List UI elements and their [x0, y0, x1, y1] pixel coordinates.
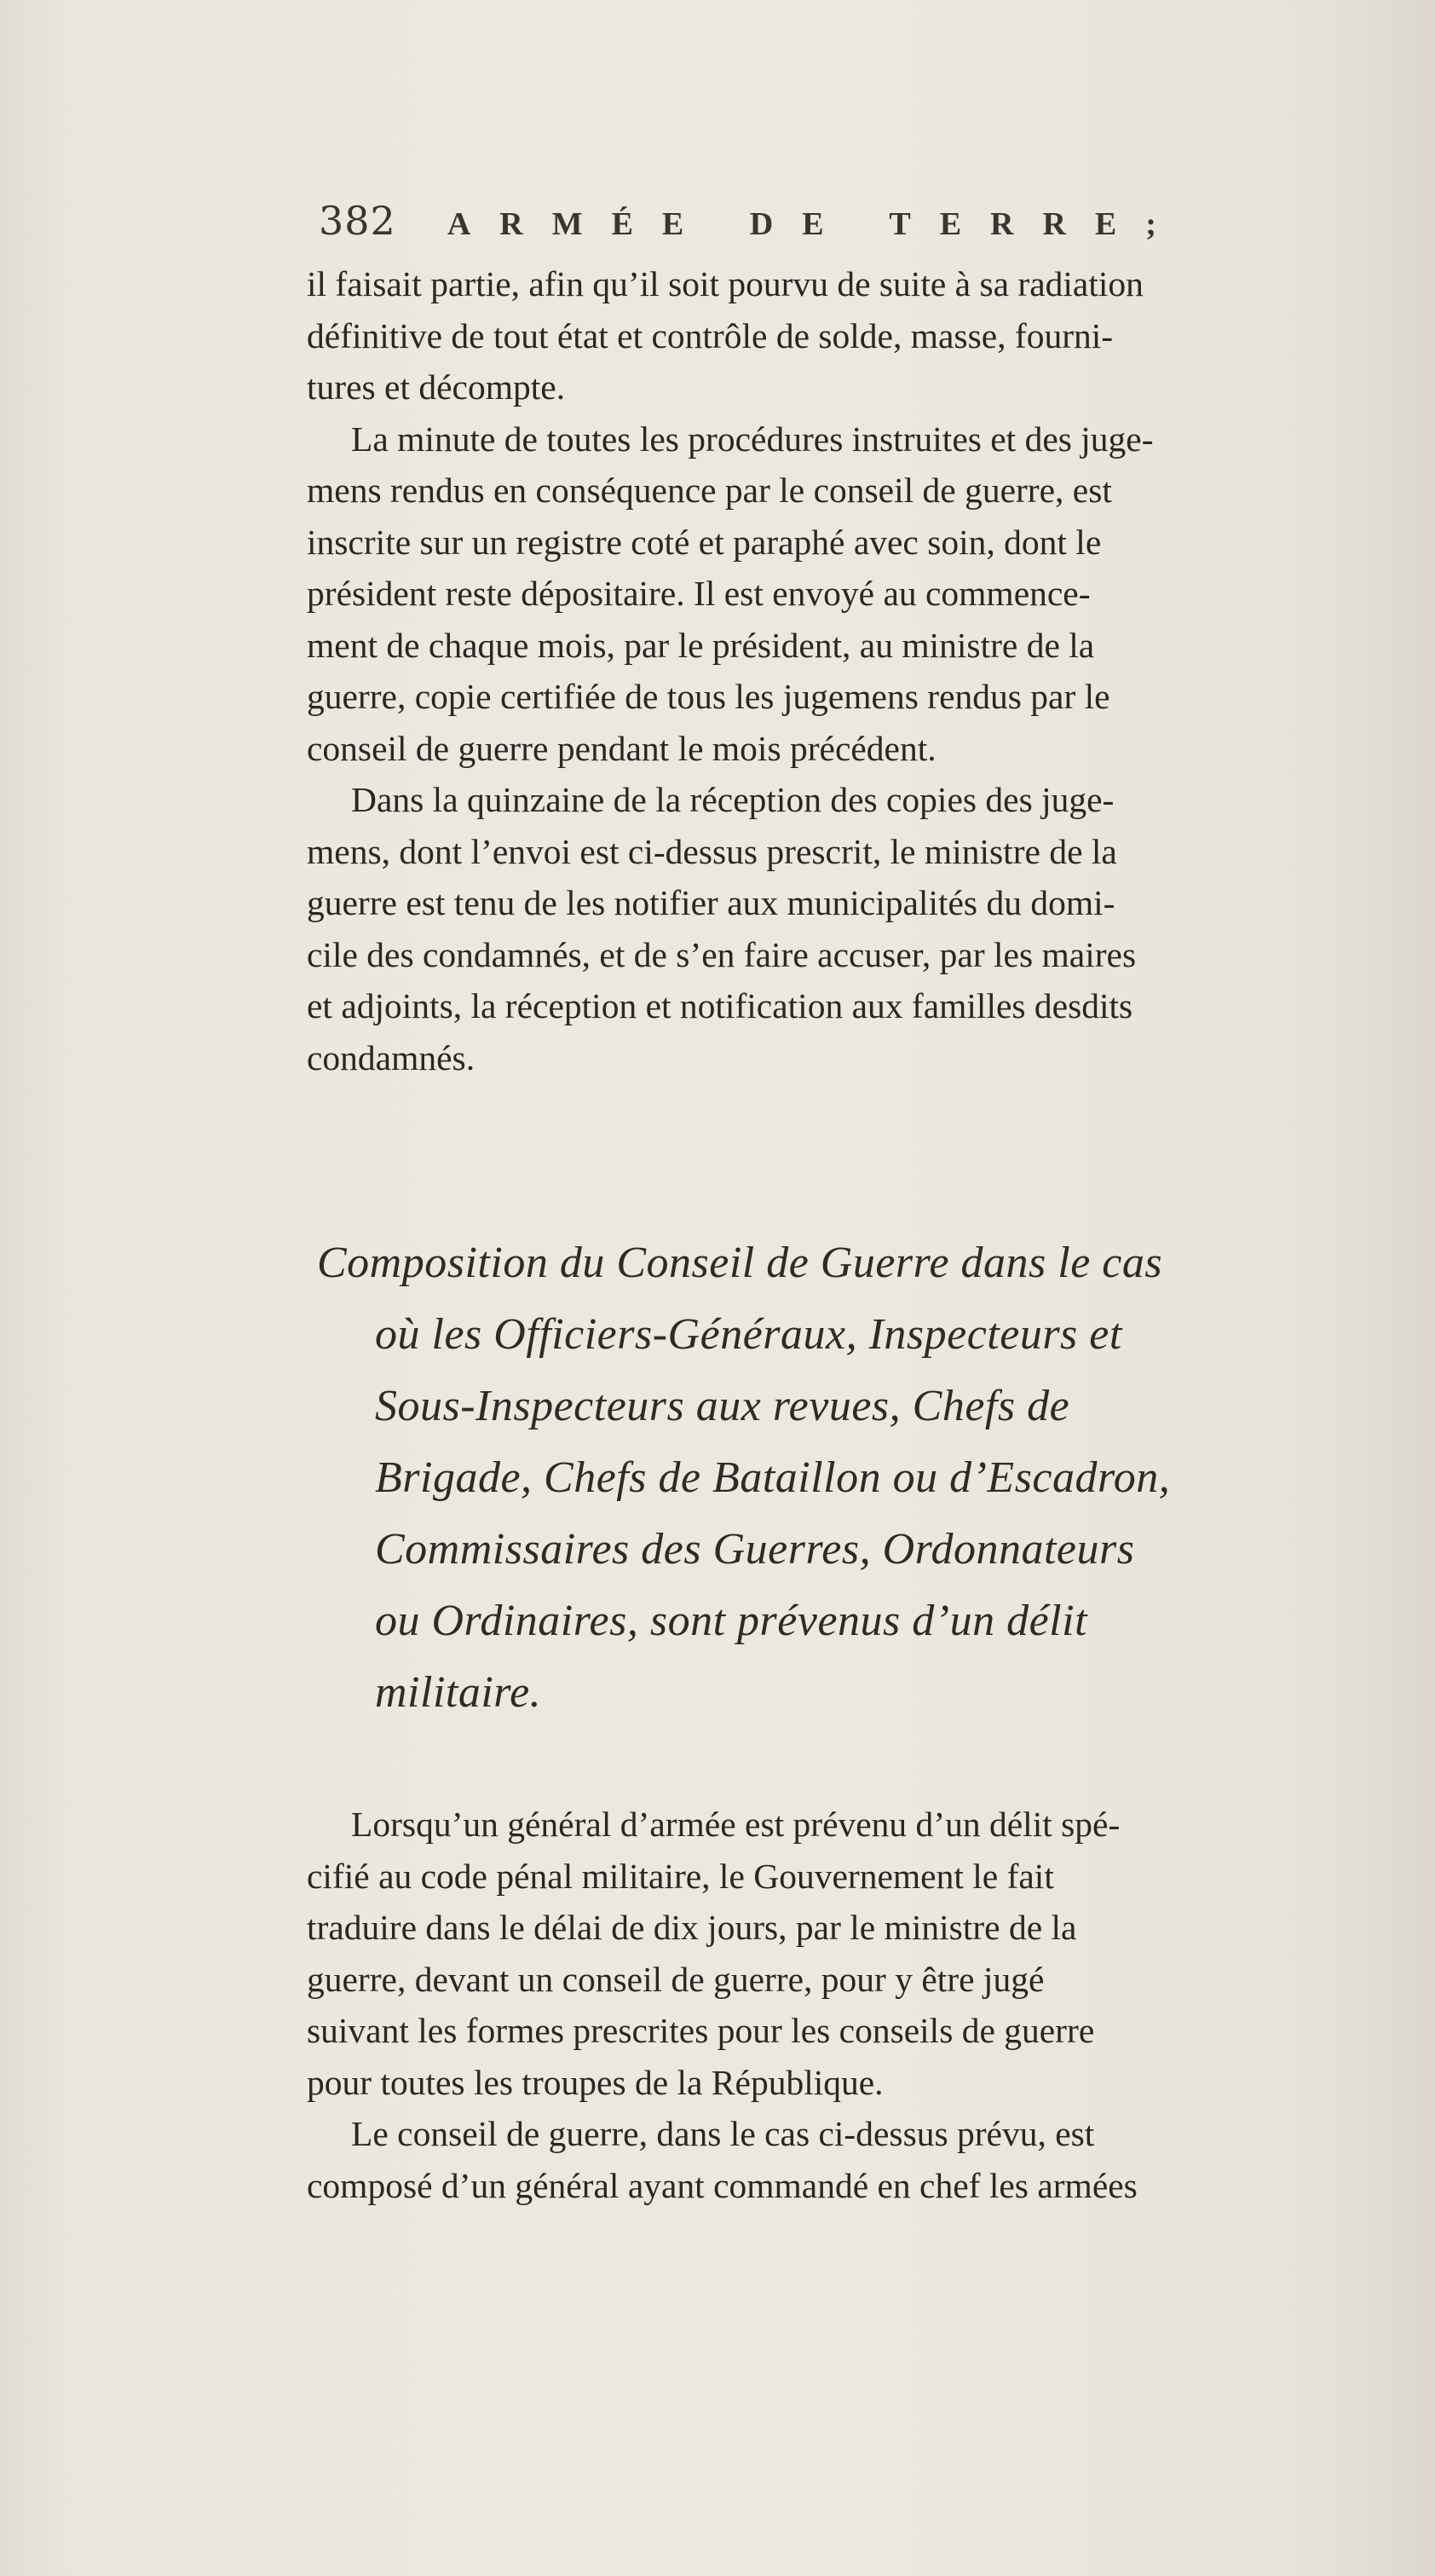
text-line: guerre est tenu de les notifier aux municipalités du domi-	[307, 883, 1115, 922]
body-text-top	[307, 258, 1432, 1083]
text-line: pour toutes les troupes de la République.	[307, 2062, 884, 2102]
heading-line: ou Ordinaires, sont prévenus d’un délit	[375, 1597, 1088, 1645]
text-line: guerre, devant un conseil de guerre, pour y être jugé	[307, 1959, 1045, 1999]
text-line: traduire dans le délai de dix jours, par le ministre de la	[307, 1908, 1077, 1947]
page-number: 382	[319, 198, 396, 244]
text-line: inscrite sur un registre coté et paraphé avec soin, dont le	[307, 522, 1102, 562]
text-line: mens, dont l’envoi est ci-dessus prescrit, le ministre de la	[307, 831, 1117, 871]
text-line: Lorsqu’un général d’armée est prévenu d’un délit spé-	[351, 1805, 1121, 1844]
text-line: ment de chaque mois, par le président, au ministre de la	[307, 625, 1095, 665]
text-line: guerre, copie certifiée de tous les jugemens rendus par le	[307, 677, 1110, 716]
text-line: Le conseil de guerre, dans le cas ci-dessus prévu, est	[351, 2114, 1095, 2153]
section-heading	[317, 1227, 1425, 1729]
text-line: tures et décompte.	[307, 367, 566, 407]
text-line: il faisait partie, afin qu’il soit pourvu de suite à sa radiation	[307, 264, 1144, 303]
text-line: cifié au code pénal militaire, le Gouvernement le fait	[307, 1856, 1054, 1896]
text-line: cile des condamnés, et de s’en faire accuser, par les maires	[307, 934, 1137, 974]
heading-line: Composition du Conseil de Guerre dans le cas	[317, 1239, 1163, 1287]
text-line: conseil de guerre pendant le mois précédent.	[307, 728, 936, 768]
running-title: ARMÉE DE TERRE;	[447, 206, 1185, 242]
text-line: et adjoints, la réception et notification aux familles desdits	[307, 986, 1133, 1025]
running-head	[319, 198, 1333, 257]
heading-line: Sous-Inspecteurs aux revues, Chefs de	[375, 1382, 1070, 1430]
heading-line: où les Officiers-Généraux, Inspecteurs et	[375, 1310, 1122, 1359]
text-line: définitive de tout état et contrôle de solde, masse, fourni-	[307, 315, 1114, 355]
text-line: condamnés.	[307, 1037, 475, 1077]
heading-line: Brigade, Chefs de Bataillon ou d’Escadron,	[375, 1453, 1171, 1502]
text-line: Dans la quinzaine de la réception des copies des juge-	[351, 780, 1115, 819]
text-line: suivant les formes prescrites pour les conseils de guerre	[307, 2011, 1095, 2050]
text-line: composé d’un général ayant commandé en chef les armées	[307, 2165, 1138, 2205]
heading-line: militaire.	[375, 1668, 542, 1717]
text-line: président reste dépositaire. Il est envoyé au commence-	[307, 574, 1091, 613]
text-line: mens rendus en conséquence par le conseil de guerre, est	[307, 471, 1112, 510]
body-text-bottom	[307, 1799, 1432, 2211]
text-line: La minute de toutes les procédures instruites et des juge-	[351, 419, 1154, 459]
heading-line: Commissaires des Guerres, Ordonnateurs	[375, 1525, 1135, 1574]
